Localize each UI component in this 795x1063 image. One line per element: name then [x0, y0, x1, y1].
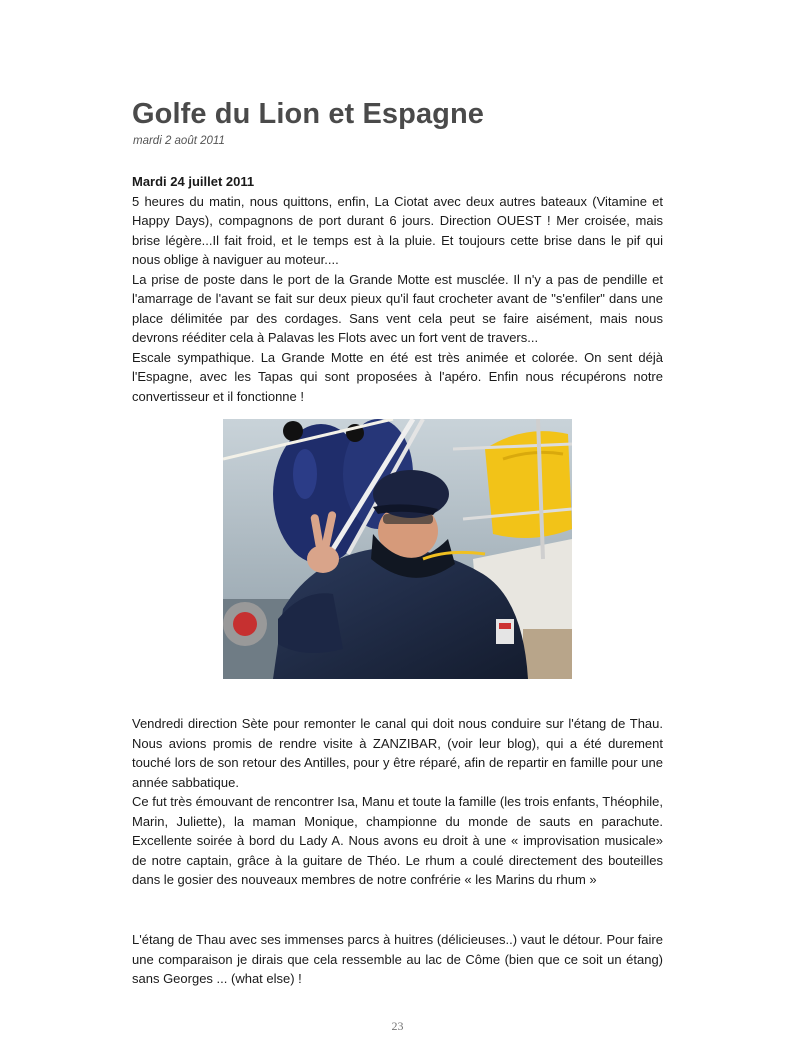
sailing-photo [223, 419, 572, 679]
paragraph: 5 heures du matin, nous quittons, enfin, La Ciotat avec deux autres bateaux (Vitamine et Happy Days), compagnons de port durant 6 jours. Direction OUEST ! Mer croisée, mais brise légère...Il fait froid, et le temps est à la pluie. Et toujours cette brise dans le pif qui nous oblige à naviguer au moteur.... [132, 193, 663, 267]
text-block-3 [132, 930, 663, 989]
entry-heading: Mardi 24 juillet 2011 [132, 174, 255, 189]
paragraph: L'étang de Thau avec ses immenses parcs à huitres (délicieuses..) vaut le détour. Pour faire une comparaison je dirais que cela ressemble au lac de Côme (bien que ce soit un étang) sans Georges ... (what else) ! [132, 932, 663, 986]
paragraph: Ce fut très émouvant de rencontrer Isa, Manu et toute la famille (les trois enfants, Théophile, Marin, Juliette), la maman Monique, championne du monde de sauts en parachute. Excellente soirée à bord du Lady A. Nous avons eu droit à une « improvisation musicale» de notre captain, grâce à la guitare de Théo. Le rhum a coulé directement des bouteilles dans le gosier des nouveaux membres de notre confrérie « les Marins du rhum » [132, 794, 663, 887]
post-date: mardi 2 août 2011 [133, 135, 225, 147]
paragraph: Vendredi direction Sète pour remonter le canal qui doit nous conduire sur l'étang de Thau. Nous avions promis de rendre visite à ZANZIBAR, (voir leur blog), qui a été durement touché lors de son retour des Antilles, pour y être réparé, afin de repartir en famille pour une année sabbatique. [132, 716, 663, 790]
text-block-1 [132, 172, 663, 406]
text-block-2 [132, 714, 663, 890]
page-title: Golfe du Lion et Espagne [132, 98, 485, 130]
paragraph: La prise de poste dans le port de la Grande Motte est musclée. Il n'y a pas de pendille et l'amarrage de l'avant se fait sur deux pieux qu'il faut crocheter avant de "s'enfiler" dans une place délimitée par des cordages. Sans vent cela peut se faire aisément, mais nous devrons rééditer cela à Palavas les Flots avec un fort vent de travers... [132, 271, 663, 345]
page-number: 23 [391, 1019, 404, 1033]
paragraph: Escale sympathique. La Grande Motte en été est très animée et colorée. On sent déjà l'Espagne, avec les Tapas qui sont proposées à l'apéro. Enfin nous récupérons notre convertisseur et il fonctionne ! [132, 349, 663, 404]
